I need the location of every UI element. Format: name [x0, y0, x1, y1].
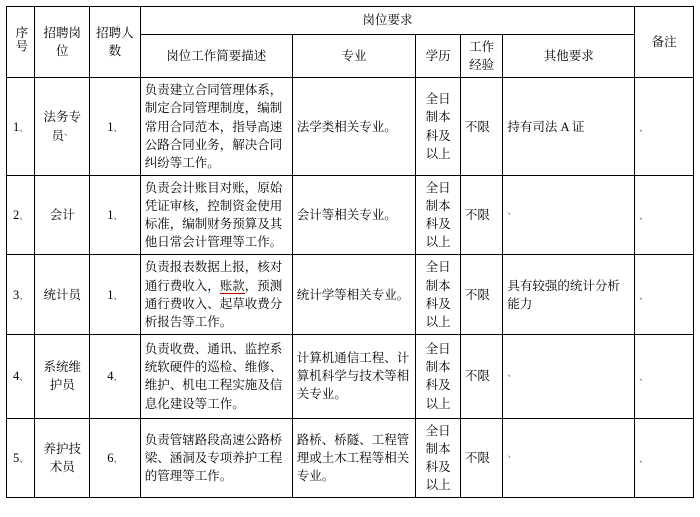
education-line: 制本 — [425, 360, 451, 375]
cell-major — [292, 334, 416, 418]
count-value: 1 — [107, 208, 114, 223]
header-seq — [7, 7, 35, 78]
other-value: 、 — [507, 206, 517, 217]
cell-remark — [635, 255, 694, 335]
cell-count — [90, 78, 141, 176]
remark-value: 、 — [639, 211, 649, 222]
post-value: 系统维护员 — [43, 360, 81, 393]
experience-value: 不限 — [464, 287, 490, 302]
remark-value: 、 — [639, 290, 649, 301]
cell-seq — [7, 78, 35, 176]
count-mark: 、 — [113, 372, 123, 383]
other-value: 、 — [507, 367, 517, 378]
experience-value: 不限 — [464, 369, 490, 384]
cell-remark — [635, 78, 694, 176]
seq-mark: 、 — [19, 372, 29, 383]
table-row — [7, 334, 694, 418]
cell-remark — [635, 334, 694, 418]
education-line: 科及 — [425, 128, 451, 143]
education-line: 制本 — [425, 442, 451, 456]
header-experience-label: 工作经验 — [469, 40, 495, 73]
header-major-label: 专业 — [341, 49, 367, 64]
header-post-label: 招聘岗位 — [43, 26, 81, 59]
seq-mark: 、 — [19, 122, 29, 133]
header-desc-label: 岗位工作简要描述 — [166, 49, 267, 64]
post-mark: 、 — [63, 126, 73, 137]
cell-desc — [140, 255, 292, 335]
cell-education — [416, 255, 461, 335]
major-value: 统计学等相关专业。 — [296, 287, 410, 302]
header-education — [416, 35, 461, 78]
seq-value: 4 — [13, 369, 20, 384]
cell-count — [90, 334, 141, 418]
education-line: 科及 — [425, 378, 451, 393]
desc-value: 负责管辖路段高速公路桥梁、涵洞及专项养护工程的管理等工作。 — [144, 432, 283, 484]
header-requirements-group — [140, 7, 634, 35]
desc-value-pre: 负责报表数据上报，核对通行费收入， — [144, 260, 283, 293]
header-count — [90, 7, 141, 78]
header-other-label: 其他要求 — [543, 49, 594, 64]
desc-value-highlight: 账款 — [219, 278, 245, 293]
seq-value: 2 — [13, 208, 20, 223]
header-remark-label: 备注 — [651, 35, 677, 50]
cell-desc — [140, 78, 292, 176]
post-value: 养护技术员 — [43, 442, 81, 475]
cell-count — [90, 418, 141, 498]
header-desc — [140, 35, 292, 78]
cell-major — [292, 78, 416, 176]
other-value: 具有较强的统计分析能力 — [507, 278, 620, 311]
seq-value: 5 — [13, 451, 20, 466]
cell-experience — [460, 175, 503, 255]
cell-other — [503, 175, 635, 255]
post-value: 统计员 — [43, 287, 81, 302]
header-experience — [460, 35, 503, 78]
count-value: 1 — [107, 287, 114, 302]
experience-value: 不限 — [464, 451, 490, 466]
seq-mark: 、 — [19, 211, 29, 222]
education-line: 全日 — [425, 260, 451, 275]
cell-other — [503, 255, 635, 335]
recruitment-table — [6, 6, 694, 498]
cell-major — [292, 418, 416, 498]
cell-experience — [460, 255, 503, 335]
cell-seq — [7, 255, 35, 335]
cell-major — [292, 175, 416, 255]
cell-post — [35, 334, 90, 418]
cell-experience — [460, 418, 503, 498]
cell-post — [35, 78, 90, 176]
cell-education — [416, 418, 461, 498]
experience-value: 不限 — [464, 208, 490, 223]
count-value: 4 — [107, 369, 114, 384]
remark-value: 、 — [639, 454, 649, 465]
cell-experience — [460, 334, 503, 418]
count-mark: 、 — [113, 122, 123, 133]
cell-experience — [460, 78, 503, 176]
table-row — [7, 418, 694, 498]
header-education-label: 学历 — [425, 49, 451, 64]
cell-desc — [140, 334, 292, 418]
major-value: 法学类相关专业。 — [296, 119, 397, 134]
cell-count — [90, 175, 141, 255]
header-seq-label: 序号 — [13, 26, 28, 54]
count-value: 1 — [107, 119, 114, 134]
remark-value: 、 — [639, 372, 649, 383]
cell-remark — [635, 418, 694, 498]
count-mark: 、 — [113, 211, 123, 222]
education-line: 以上 — [425, 146, 451, 161]
desc-value-post: ，预测通行费收入、起草收费分析报告等工作。 — [144, 278, 283, 329]
seq-mark: 、 — [19, 454, 29, 465]
desc-value: 负责会计账目对账，原始凭证审核，控制资金使用标准，编制财务预算及其他日常会计管理等工作。 — [144, 180, 283, 250]
cell-post — [35, 418, 90, 498]
education-line: 全日 — [425, 342, 451, 357]
cell-seq — [7, 175, 35, 255]
table-header-row-1 — [7, 7, 694, 35]
header-count-label: 招聘人数 — [96, 26, 134, 59]
cell-remark — [635, 175, 694, 255]
cell-other — [503, 418, 635, 498]
education-line: 以上 — [425, 314, 451, 329]
cell-major — [292, 255, 416, 335]
other-value: 持有司法 A 证 — [507, 119, 585, 134]
desc-value: 负责收费、通讯、监控系统软硬件的巡检、维修、维护、机电工程实施及信息化建设等工作。 — [144, 342, 283, 411]
education-line: 全日 — [425, 180, 451, 195]
other-value: 、 — [507, 449, 517, 460]
education-line: 全日 — [425, 92, 451, 107]
cell-count — [90, 255, 141, 335]
header-other — [503, 35, 635, 78]
cell-post — [35, 175, 90, 255]
count-mark: 、 — [113, 290, 123, 301]
cell-post — [35, 255, 90, 335]
remark-value: 、 — [639, 122, 649, 133]
education-line: 制本 — [425, 278, 451, 293]
header-remark — [635, 7, 694, 78]
cell-education — [416, 175, 461, 255]
education-line: 制本 — [425, 110, 451, 125]
header-post — [35, 7, 90, 78]
education-line: 全日 — [425, 423, 451, 438]
table-row — [7, 78, 694, 176]
education-line: 制本 — [425, 199, 451, 213]
major-value: 会计等相关专业。 — [296, 208, 397, 223]
education-line: 科及 — [425, 460, 451, 475]
post-value: 法务专员 — [43, 109, 81, 144]
cell-other — [503, 334, 635, 418]
cell-education — [416, 78, 461, 176]
major-value: 路桥、桥隧、工程管理或土木工程等相关专业。 — [296, 432, 410, 484]
education-line: 以上 — [425, 396, 451, 411]
education-line: 以上 — [425, 235, 451, 250]
cell-desc — [140, 175, 292, 255]
cell-seq — [7, 418, 35, 498]
post-value: 会计 — [49, 208, 75, 223]
header-requirements-group-label: 岗位要求 — [362, 13, 413, 28]
major-value: 计算机通信工程、计算机科学与技术等相关专业。 — [296, 351, 410, 402]
desc-value: 负责建立合同管理体系，制定合同管理制度，编制常用合同范本，指导高速公路合同业务，解决合同纠纷等工作。 — [144, 83, 283, 170]
table-row — [7, 175, 694, 255]
seq-value: 1 — [13, 119, 20, 134]
education-line: 以上 — [425, 478, 451, 493]
seq-mark: 、 — [19, 290, 29, 301]
table-row — [7, 255, 694, 335]
cell-desc — [140, 418, 292, 498]
cell-seq — [7, 334, 35, 418]
cell-other — [503, 78, 635, 176]
count-value: 6 — [107, 451, 114, 466]
cell-education — [416, 334, 461, 418]
seq-value: 3 — [13, 287, 20, 302]
header-major — [292, 35, 416, 78]
education-line: 科及 — [425, 296, 451, 311]
count-mark: 、 — [113, 454, 123, 465]
experience-value: 不限 — [464, 119, 490, 134]
education-line: 科及 — [425, 217, 451, 232]
